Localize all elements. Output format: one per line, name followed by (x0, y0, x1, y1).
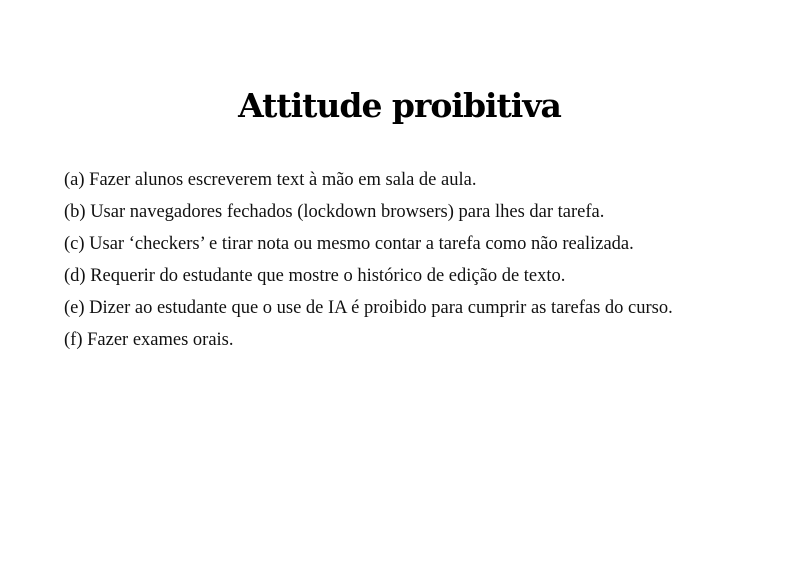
list-item-c: (c) Usar ‘checkers’ e tirar nota ou mesmo contar a tarefa como não realizada. (64, 234, 634, 254)
list-item-d: (d) Requerir do estudante que mostre o histórico de edição de texto. (64, 266, 566, 286)
list-item-f: (f) Fazer exames orais. (64, 330, 234, 350)
list-item-e: (e) Dizer ao estudante que o use de IA é proibido para cumprir as tarefas do curso. (64, 298, 673, 318)
list-item-b: (b) Usar navegadores fechados (lockdown browsers) para lhes dar tarefa. (64, 202, 605, 222)
list-item-a: (a) Fazer alunos escreverem text à mão em sala de aula. (64, 170, 477, 190)
item-list (64, 169, 754, 361)
slide-title: Attitude proibitiva (238, 86, 561, 125)
